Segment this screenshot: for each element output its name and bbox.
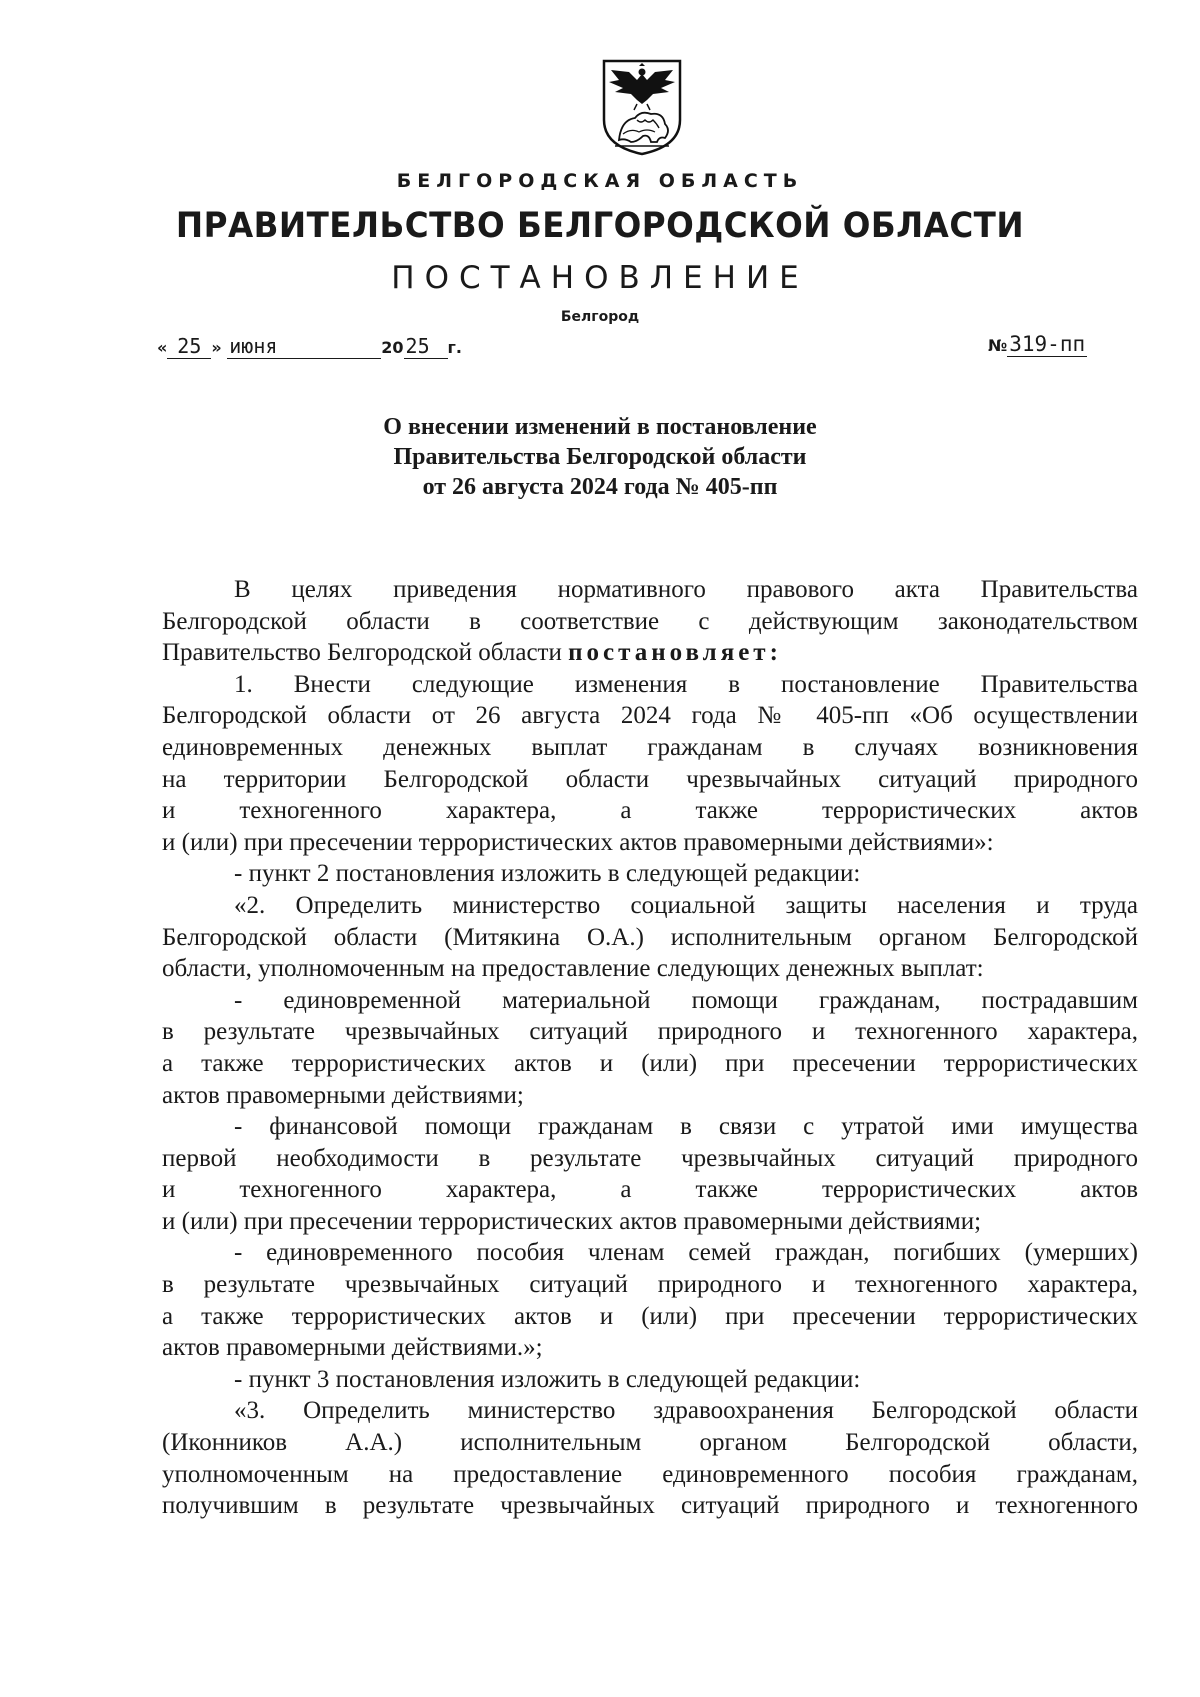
body-line: В целях приведения нормативного правового акта Правительства <box>234 576 1138 603</box>
body-line: и (или) при пресечении террористических актов правомерными действиями; <box>162 1207 982 1235</box>
body-line: 1. Внести следующие изменения в постановление Правительства <box>234 670 1138 698</box>
date-open-quote: « <box>157 338 168 357</box>
date-day: 25 <box>167 334 211 359</box>
title-line: Правительства Белгородской области <box>393 444 807 470</box>
body-line: а также террористических актов и (или) при пресечении террористических <box>162 1302 1138 1330</box>
body-line: в результате чрезвычайных ситуаций природного и техногенного характера, <box>162 1018 1138 1046</box>
document-type-heading: ПОСТАНОВЛЕНИЕ <box>391 260 809 296</box>
body-line: «3. Определить министерство здравоохранения Белгородской области <box>234 1397 1138 1425</box>
body-line: - единовременного пособия членам семей граждан, погибших (умерших) <box>234 1239 1138 1267</box>
body-line: Белгородской области в соответствие с действующим законодательством <box>162 607 1138 635</box>
body-line: - пункт 3 постановления изложить в следующей редакции: <box>234 1365 861 1393</box>
document-body <box>162 574 1138 1522</box>
body-line: а также террористических актов и (или) при пресечении террористических <box>162 1049 1138 1077</box>
body-line: «2. Определить министерство социальной защиты населения и труда <box>234 891 1138 919</box>
body-line: единовременных денежных выплат гражданам в случаях возникновения <box>162 733 1138 761</box>
body-line: (Иконников А.А.) исполнительным органом Белгородской области, <box>162 1429 1138 1457</box>
body-line: Белгородской области (Митякина О.А.) исполнительным органом Белгородской <box>162 923 1138 951</box>
body-line: актов правомерными действиями; <box>162 1081 524 1109</box>
body-line: и (или) при пресечении террористических актов правомерными действиями»: <box>162 828 994 856</box>
document-date <box>157 334 462 359</box>
resolves-keyword: постановляет: <box>568 639 782 667</box>
body-text: Правительство Белгородской области <box>162 639 562 667</box>
body-line: - пункт 2 постановления изложить в следующей редакции: <box>234 860 861 888</box>
city-label: Белгород <box>560 309 640 325</box>
document-title <box>150 412 1050 502</box>
title-line: от 26 августа 2024 года № 405-пп <box>422 474 778 500</box>
body-line: актов правомерными действиями.»; <box>162 1334 543 1362</box>
body-line: области, уполномоченным на предоставление следующих денежных выплат: <box>162 955 984 983</box>
title-line: О внесении изменений в постановление <box>383 414 817 440</box>
body-line: - единовременной материальной помощи гражданам, пострадавшим <box>234 986 1138 1014</box>
region-heading: БЕЛГОРОДСКАЯ ОБЛАСТЬ <box>396 170 804 192</box>
body-line: - финансовой помощи гражданам в связи с утратой ими имущества <box>234 1113 1138 1141</box>
body-line: и техногенного характера, а также террористических актов <box>162 797 1138 825</box>
body-line: Белгородской области от 26 августа 2024 года № 405-пп «Об осуществлении <box>162 702 1138 730</box>
body-line: в результате чрезвычайных ситуаций природного и техногенного характера, <box>162 1271 1138 1299</box>
number-prefix: № <box>988 336 1008 355</box>
body-line <box>162 637 1138 669</box>
date-year-abbr: г. <box>447 338 462 357</box>
government-heading: ПРАВИТЕЛЬСТВО БЕЛГОРОДСКОЙ ОБЛАСТИ <box>175 206 1025 246</box>
body-line: получившим в результате чрезвычайных ситуаций природного и техногенного <box>162 1492 1138 1520</box>
date-year-suffix: 25 <box>404 334 448 359</box>
body-line: первой необходимости в результате чрезвычайных ситуаций природного <box>162 1144 1138 1172</box>
date-year-prefix: 20 <box>381 338 404 357</box>
body-line: и техногенного характера, а также террористических актов <box>162 1176 1138 1204</box>
date-close-quote: » <box>211 338 222 357</box>
coat-of-arms-emblem <box>601 58 683 156</box>
body-line: уполномоченным на предоставление единовременного пособия гражданам, <box>162 1460 1138 1488</box>
number-value: 319-пп <box>1009 332 1086 356</box>
body-line: на территории Белгородской области чрезвычайных ситуаций природного <box>162 765 1138 793</box>
date-month: июня <box>227 334 381 359</box>
document-number <box>988 332 1087 356</box>
